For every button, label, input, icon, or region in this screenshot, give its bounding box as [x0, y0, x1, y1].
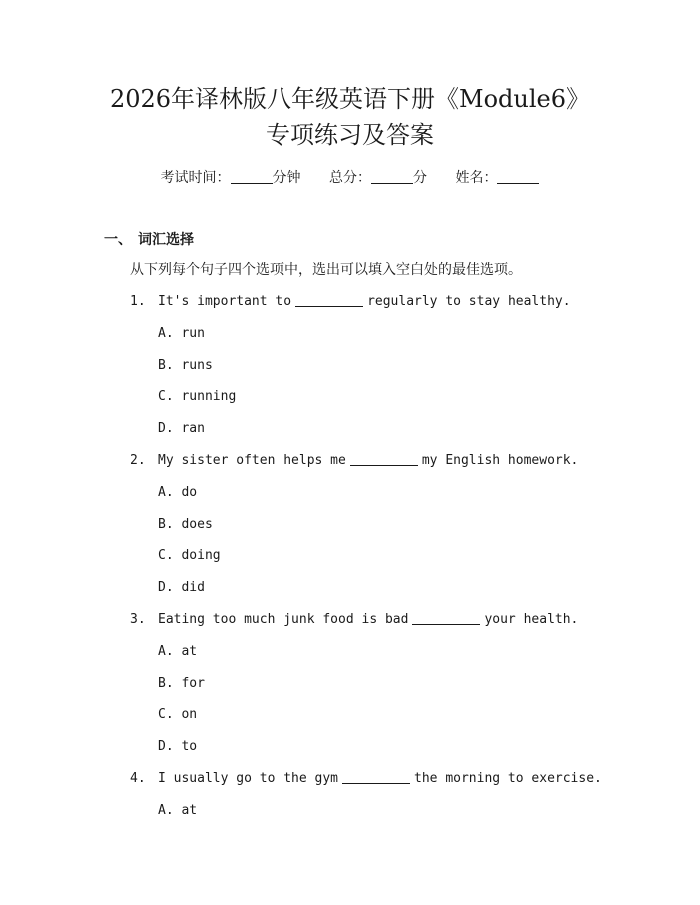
option-item: A. at — [158, 802, 198, 818]
option-item: A. do — [158, 484, 198, 500]
option-item: D. ran — [158, 421, 205, 437]
question-text — [158, 769, 602, 789]
question-text-after: my English homework. — [421, 453, 579, 468]
time-unit: 分钟 — [272, 170, 301, 186]
score-label: 总分： — [329, 170, 371, 186]
section-number: 一、 — [104, 232, 132, 248]
question-text-before: It's important to — [158, 294, 292, 309]
name-blank — [497, 169, 539, 184]
question-number: 4. — [130, 771, 146, 786]
option-item: C. running — [158, 389, 237, 405]
name-label: 姓名： — [455, 170, 498, 186]
section-heading — [104, 230, 194, 250]
question-text-after: the morning to exercise. — [414, 771, 602, 786]
section-instruction: 从下列每个句子四个选项中，选出可以填入空白处的最佳选项。 — [130, 262, 522, 278]
document-title-line2: 专项练习及答案 — [266, 121, 434, 149]
question-text-before: My sister often helps me — [158, 453, 346, 468]
option-item: A. run — [158, 325, 205, 341]
question-text — [158, 451, 578, 471]
question-text-after: your health. — [484, 612, 579, 627]
question-text-before: I usually go to the gym — [158, 771, 339, 786]
option-item: C. doing — [158, 548, 221, 564]
option-item: C. on — [158, 707, 198, 723]
exam-time — [161, 170, 305, 186]
option-item: B. does — [158, 516, 213, 532]
option-item: B. runs — [158, 357, 213, 373]
option-item: D. to — [158, 739, 198, 755]
option-item: A. at — [158, 643, 198, 659]
answer-blank — [412, 611, 480, 625]
question-text-before: Eating too much junk food is bad — [158, 612, 409, 627]
answer-blank — [350, 452, 418, 466]
option-item: B. for — [158, 675, 205, 691]
exam-name — [455, 170, 539, 186]
document-title-line1: 2026年译林版八年级英语下册《Module6》 — [109, 85, 591, 113]
section-title: 词汇选择 — [138, 232, 194, 248]
answer-blank — [295, 293, 363, 307]
option-item: D. did — [158, 580, 205, 596]
time-label: 考试时间： — [160, 170, 231, 186]
question-number: 3. — [130, 612, 146, 627]
answer-blank — [342, 770, 410, 784]
exam-meta — [0, 168, 700, 188]
time-blank — [231, 169, 273, 184]
question-number: 1. — [130, 294, 146, 309]
question-text — [158, 610, 578, 630]
question-text-after: regularly to stay healthy. — [367, 294, 571, 309]
exam-score — [329, 170, 431, 186]
score-blank — [371, 169, 413, 184]
question-number: 2. — [130, 453, 146, 468]
score-unit: 分 — [413, 170, 427, 186]
question-text — [158, 292, 571, 312]
